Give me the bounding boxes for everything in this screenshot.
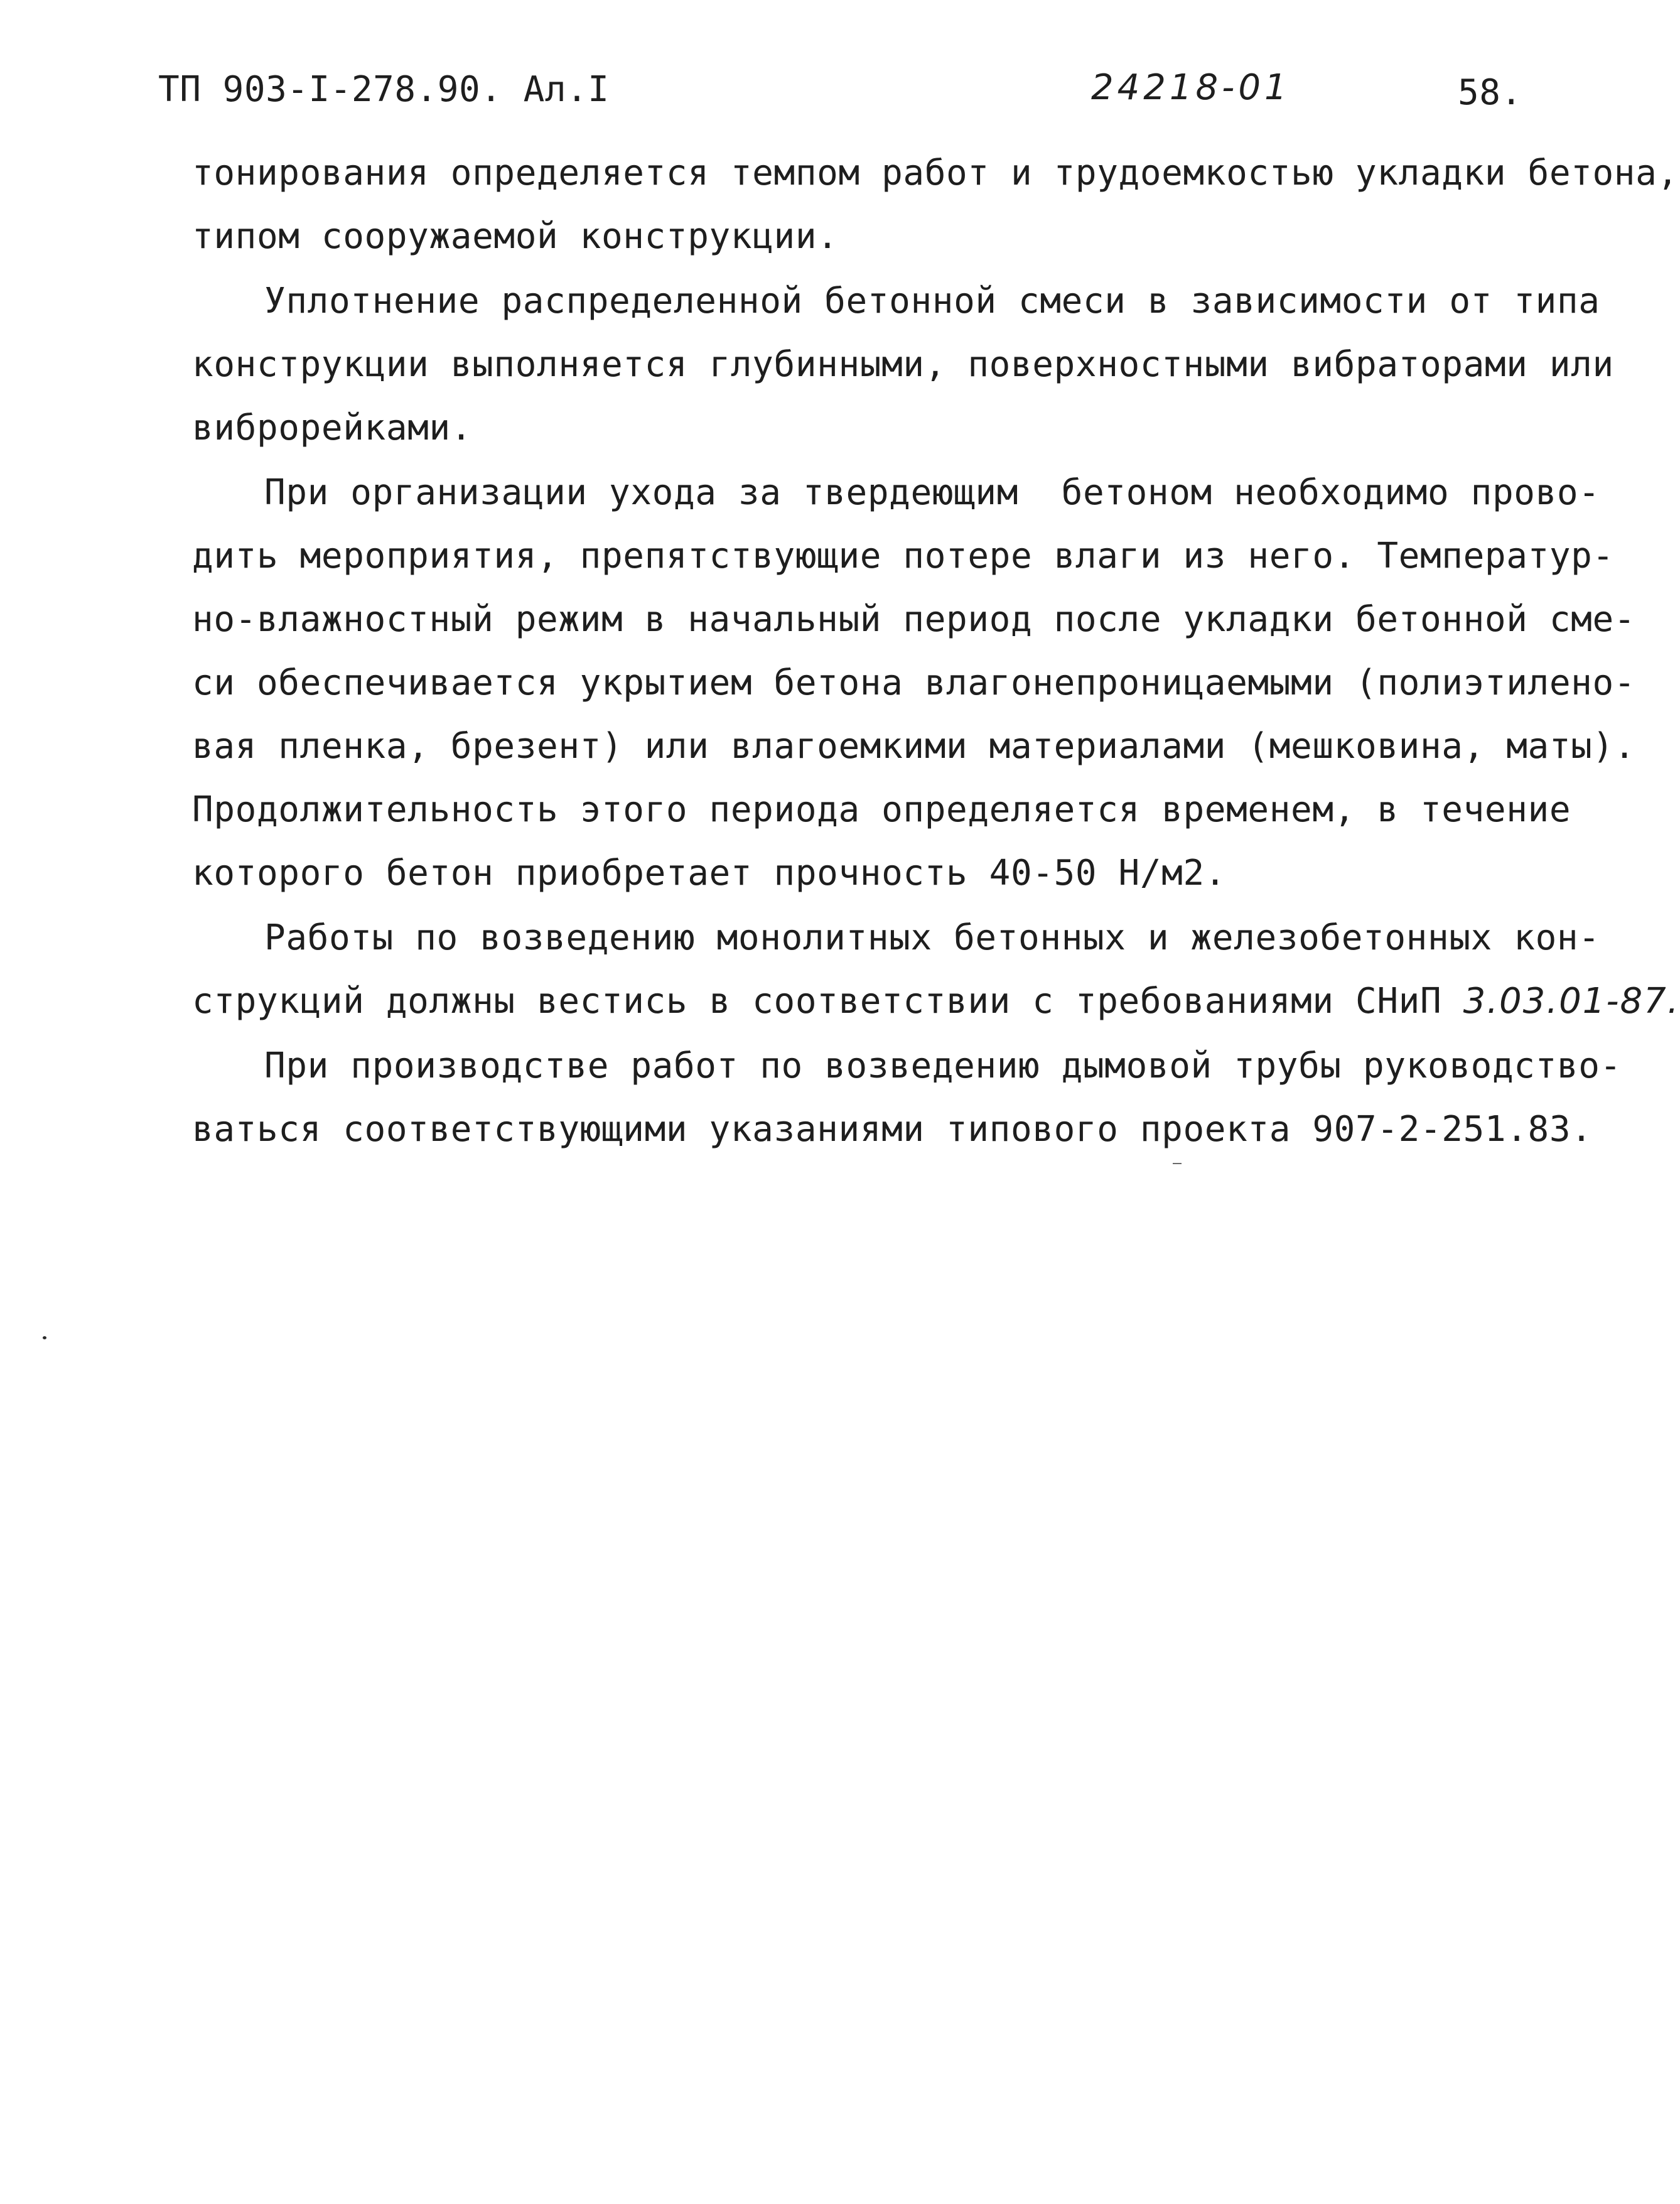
text-line: типом сооружаемой конструкции. <box>192 216 839 257</box>
text-line: Продолжительность этого периода определяется временем, в течение <box>192 789 1571 830</box>
paragraph-start-line: При организации ухода за твердеющим бетоном необходимо прово- <box>264 472 1600 513</box>
text-line-with-snip <box>192 970 1680 1033</box>
text-line: которого бетон приобретает прочность 40-50 Н/м2. <box>192 853 1227 894</box>
text-line: дить мероприятия, препятствующие потере влаги из него. Температур- <box>192 536 1614 576</box>
text-line: струкций должны вестись в соответствии с требованиями СНиП <box>192 981 1463 1022</box>
text-line: конструкции выполняется глубинными, поверхностными вибраторами или <box>192 344 1614 385</box>
text-line: виброрейками. <box>192 408 473 448</box>
text-line: ваться соответствующими указаниями типового проекта 907-2-251.83. <box>192 1109 1593 1150</box>
text-line: си обеспечивается укрытием бетона влагонепроницаемыми (полиэтиленo- <box>192 662 1636 703</box>
scan-speck <box>43 1336 46 1339</box>
paragraph-start-line: Уплотнение распределенной бетонной смеси в зависимости от типа <box>264 281 1600 321</box>
paragraph-start-line: Работы по возведению монолитных бетонных и железобетонных кон- <box>264 917 1600 958</box>
inventory-number-handwritten: 24218-01 <box>1091 67 1291 108</box>
text-line: вая пленка, брезент) или влагоемкими материалами (мешковина, маты). <box>192 726 1636 767</box>
scan-speck <box>1173 1163 1182 1164</box>
paragraph-start-line: При производстве работ по возведению дымовой трубы руководство- <box>264 1045 1622 1086</box>
text-line: тонирования определяется темпом работ и трудоемкостью укладки бетона, <box>192 153 1679 193</box>
text-line: но-влажностный режим в начальный период после укладки бетонной сме- <box>192 599 1636 640</box>
page-number: 58. <box>1458 72 1522 113</box>
snip-number-handwritten: 3.03.01-87. <box>1463 981 1680 1022</box>
document-code: ТП 903-I-278.90. Ал.I <box>158 69 610 110</box>
document-body <box>192 141 1680 1161</box>
